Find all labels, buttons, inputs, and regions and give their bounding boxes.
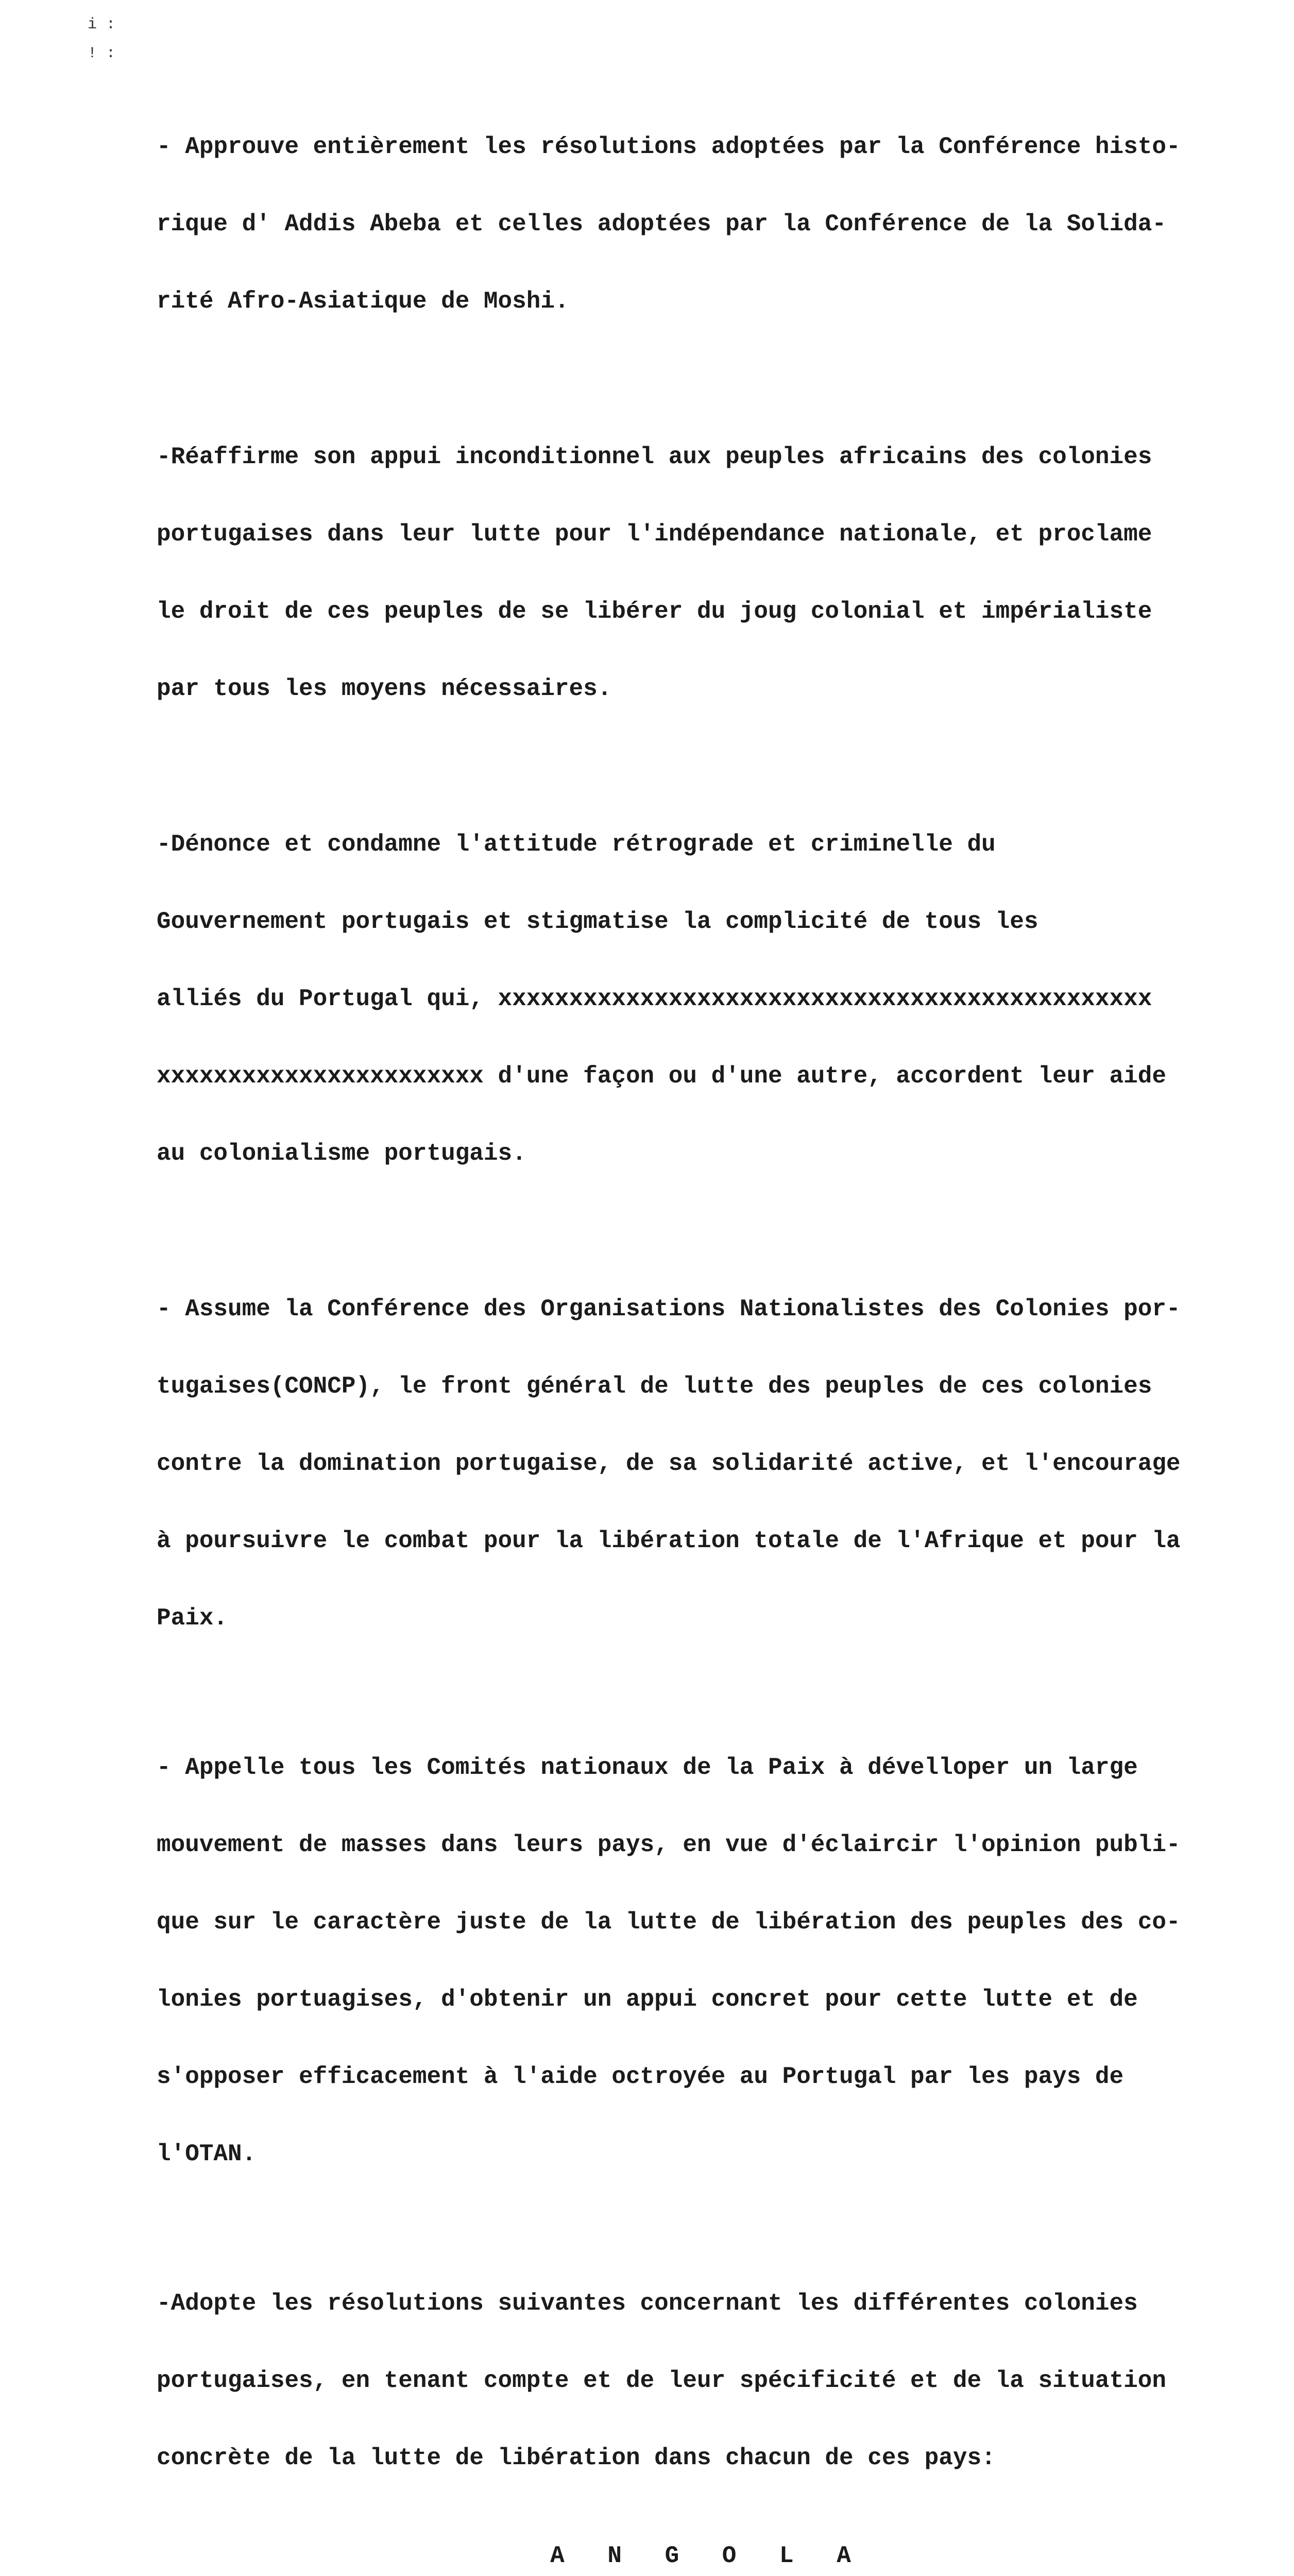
margin-marks (88, 10, 115, 68)
text-line: concrète de la lutte de libération dans chacun de ces pays: (157, 2445, 996, 2471)
text-line: tugaises(CONCP), le front général de lutte des peuples de ces colonies (157, 1373, 1152, 1400)
text-line: au colonialisme portugais. (157, 1140, 526, 1167)
text-line: portugaises dans leur lutte pour l'indépendance nationale, et proclame (157, 521, 1152, 548)
text-line: -Adopte les résolutions suivantes concernant les différentes colonies (157, 2290, 1138, 2317)
resolution-reaffirm (157, 393, 1259, 753)
text-line: - Assume la Conférence des Organisations Nationalistes des Colonies por- (157, 1296, 1181, 1323)
resolution-denounce (157, 780, 1259, 1218)
text-line: Gouvernement portugais et stigmatise la complicité de tous les (157, 908, 1038, 935)
resolution-adopt (157, 2239, 1259, 2522)
text-line: -Dénonce et condamne l'attitude rétrograde et criminelle du (157, 831, 996, 858)
margin-mark: i : (88, 16, 116, 33)
text-line: lonies portuagises, d'obtenir un appui concret pour cette lutte et de (157, 1986, 1138, 2013)
text-line: à poursuivre le combat pour la libération totale de l'Afrique et pour la (157, 1528, 1181, 1554)
text-line: - Approuve entièrement les résolutions adoptées par la Conférence histo- (157, 133, 1181, 160)
text-line: le droit de ces peuples de se libérer du joug colonial et impérialiste (157, 598, 1152, 625)
text-line: -Réaffirme son appui inconditionnel aux peuples africains des colonies (157, 444, 1152, 470)
resolution-appeal (157, 1703, 1259, 2218)
margin-mark: ! : (88, 45, 116, 62)
text-line: s'opposer efficacement à l'aide octroyée au Portugal par les pays de (157, 2063, 1124, 2090)
resolution-approve (157, 82, 1259, 366)
text-line: Paix. (157, 1605, 228, 1632)
text-line: portugaises, en tenant compte et de leur spécificité et de la situation (157, 2367, 1166, 2394)
text-line: que sur le caractère juste de la lutte de libération des peuples des co- (157, 1909, 1181, 1936)
text-line: contre la domination portugaise, de sa solidarité active, et l'encourage (157, 1450, 1181, 1477)
text-line: - Appelle tous les Comités nationaux de la Paix à dévelloper un large (157, 1754, 1138, 1781)
resolution-assume (157, 1245, 1259, 1683)
text-line: l'OTAN. (157, 2141, 257, 2167)
text-line: rité Afro-Asiatique de Moshi. (157, 288, 569, 315)
text-line: par tous les moyens nécessaires. (157, 675, 612, 702)
text-line: xxxxxxxxxxxxxxxxxxxxxxx d'une façon ou d'une autre, accordent leur aide (157, 1063, 1166, 1090)
text-line: alliés du Portugal qui, xxxxxxxxxxxxxxxxxxxxxxxxxxxxxxxxxxxxxxxxxxxxxx (157, 986, 1152, 1012)
text-line: mouvement de masses dans leurs pays, en vue d'éclaircir l'opinion publi- (157, 1832, 1181, 1858)
section-heading-angola: A N G O L A (550, 2543, 865, 2569)
document-body (157, 82, 1259, 2576)
text-line: rique d' Addis Abeba et celles adoptées par la Conférence de la Solida- (157, 211, 1166, 238)
